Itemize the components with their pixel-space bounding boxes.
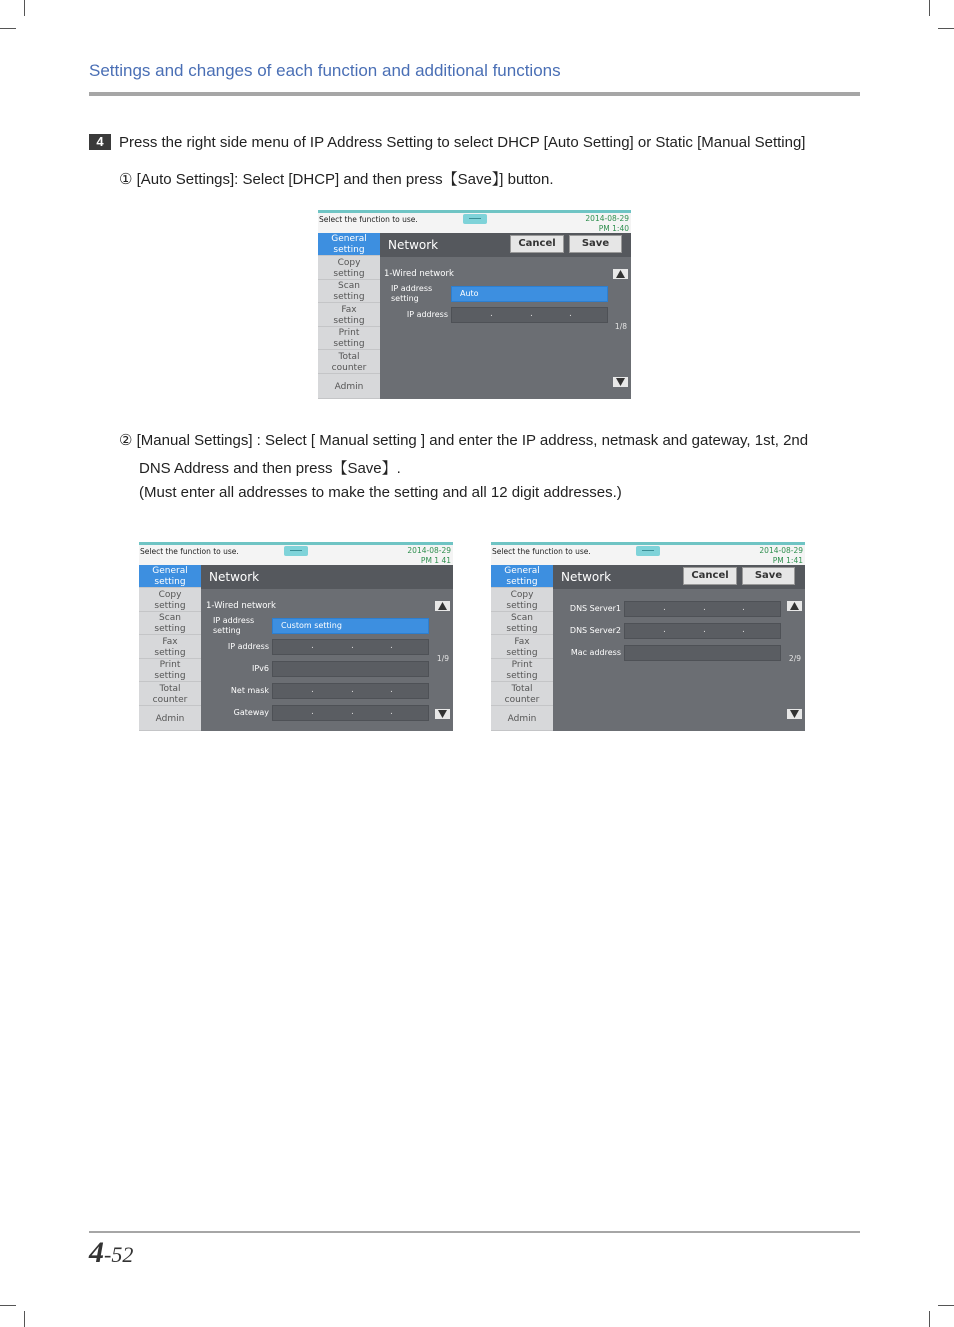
ip-address-label: IP address <box>406 310 448 319</box>
screen-auto <box>318 210 631 399</box>
page-separator: - <box>104 1242 112 1267</box>
crop-mark <box>938 1305 954 1306</box>
datetime <box>407 546 451 566</box>
screen-header <box>553 565 805 589</box>
menu-total-counter[interactable]: Total counter <box>491 683 553 706</box>
menu-copy-setting[interactable]: Copy setting <box>139 589 201 612</box>
scroll-down-button[interactable] <box>435 709 450 719</box>
crop-mark <box>24 1311 25 1327</box>
scroll-down-button[interactable] <box>613 377 628 387</box>
crop-mark <box>929 1311 930 1327</box>
page-indicator: 2/9 <box>788 654 801 663</box>
ip-setting-select[interactable]: Custom setting <box>272 618 429 634</box>
menu-admin[interactable]: Admin <box>491 707 553 731</box>
time-text: PM 1:40 <box>598 224 629 233</box>
dns-server1-field[interactable]: . . . <box>624 601 781 617</box>
menu-fax-setting[interactable]: Fax setting <box>318 304 380 327</box>
manual-instruction-line1: ② [Manual Settings] : Select [ Manual setting ] and enter the IP address, netmask and gateway, 1st, 2nd <box>119 432 809 449</box>
menu-total-counter[interactable]: Total counter <box>139 683 201 706</box>
crop-mark <box>24 0 25 16</box>
down-arrow-icon <box>790 710 799 718</box>
menu-print-setting[interactable]: Print setting <box>318 327 380 350</box>
ip-address-field[interactable]: . . . <box>451 307 608 323</box>
mac-address-field <box>624 645 781 661</box>
prompt-text: Select the function to use. <box>319 215 418 224</box>
page-chapter: 4 <box>89 1236 104 1269</box>
status-bar <box>139 542 453 565</box>
save-button[interactable]: Save <box>569 235 622 253</box>
ipv6-field[interactable] <box>272 661 429 677</box>
cancel-button[interactable]: Cancel <box>510 235 564 253</box>
crop-mark <box>938 28 954 29</box>
scroll-down-button[interactable] <box>787 709 802 719</box>
network-title: Network <box>388 238 439 252</box>
menu-scan-setting[interactable]: Scan setting <box>318 280 380 303</box>
drawer-handle-icon[interactable] <box>636 546 660 556</box>
drawer-handle-icon[interactable] <box>284 546 308 556</box>
date-text: 2014-08-29 <box>407 546 451 555</box>
prompt-text: Select the function to use. <box>492 547 591 556</box>
date-text: 2014-08-29 <box>585 214 629 223</box>
screen-header <box>201 565 453 589</box>
menu-copy-setting[interactable]: Copy setting <box>318 257 380 280</box>
section-wired-network: 1-Wired network <box>206 601 276 611</box>
network-title: Network <box>209 570 260 584</box>
ipv6-label: IPv6 <box>251 664 269 673</box>
ip-setting-label: IP address setting <box>213 616 255 635</box>
date-text: 2014-08-29 <box>759 546 803 555</box>
ip-address-label: IP address <box>227 642 269 651</box>
ip-setting-select[interactable]: Auto <box>451 286 608 302</box>
menu-fax-setting[interactable]: Fax setting <box>139 636 201 659</box>
drawer-handle-icon[interactable] <box>463 214 487 224</box>
menu-scan-setting[interactable]: Scan setting <box>491 612 553 635</box>
page-indicator: 1/9 <box>436 654 449 663</box>
network-title: Network <box>561 570 612 584</box>
dns-server2-field[interactable]: . . . <box>624 623 781 639</box>
scroll-up-button[interactable] <box>787 601 802 611</box>
screen-manual <box>139 542 453 731</box>
datetime <box>585 214 629 234</box>
save-button[interactable]: Save <box>742 567 795 585</box>
side-menu <box>139 565 201 731</box>
menu-fax-setting[interactable]: Fax setting <box>491 636 553 659</box>
page-indicator: 1/8 <box>614 322 627 331</box>
page-num: 52 <box>111 1242 134 1267</box>
gateway-field[interactable]: . . . <box>272 705 429 721</box>
time-text: PM 1:41 <box>772 556 803 565</box>
menu-print-setting[interactable]: Print setting <box>139 659 201 682</box>
auto-instruction: ① [Auto Settings]: Select [DHCP] and then press【Save】] button. <box>119 171 554 188</box>
time-text: PM 1 41 <box>420 556 451 565</box>
scroll-up-button[interactable] <box>613 269 628 279</box>
up-arrow-icon <box>438 602 447 610</box>
menu-copy-setting[interactable]: Copy setting <box>491 589 553 612</box>
down-arrow-icon <box>438 710 447 718</box>
manual-instruction-line3: (Must enter all addresses to make the setting and all 12 digit addresses.) <box>139 484 622 501</box>
status-bar <box>318 210 631 233</box>
mac-address-label: Mac address <box>570 648 621 657</box>
side-menu <box>491 565 553 731</box>
section-wired-network: 1-Wired network <box>384 269 454 279</box>
cancel-button[interactable]: Cancel <box>683 567 737 585</box>
manual-instruction-line2: DNS Address and then press【Save】. <box>139 460 401 477</box>
down-arrow-icon <box>616 378 625 386</box>
menu-print-setting[interactable]: Print setting <box>491 659 553 682</box>
crop-mark <box>0 28 16 29</box>
net-mask-field[interactable]: . . . <box>272 683 429 699</box>
prompt-text: Select the function to use. <box>140 547 239 556</box>
menu-general-setting[interactable]: General setting <box>318 233 380 256</box>
menu-admin[interactable]: Admin <box>139 707 201 731</box>
screen-header <box>380 233 631 257</box>
crop-mark <box>929 0 930 16</box>
side-menu <box>318 233 380 399</box>
step-text: Press the right side menu of IP Address Setting to select DHCP [Auto Setting] or Static [Manual Setting] <box>119 134 806 151</box>
gateway-label: Gateway <box>233 708 269 717</box>
up-arrow-icon <box>616 270 625 278</box>
datetime <box>759 546 803 566</box>
header-title: Settings and changes of each function and additional functions <box>89 61 561 80</box>
page-number <box>89 1236 133 1270</box>
menu-scan-setting[interactable]: Scan setting <box>139 612 201 635</box>
up-arrow-icon <box>790 602 799 610</box>
dns-server1-label: DNS Server1 <box>569 604 621 613</box>
header-rule <box>89 92 860 96</box>
net-mask-label: Net mask <box>230 686 269 695</box>
status-bar <box>491 542 805 565</box>
menu-admin[interactable]: Admin <box>318 375 380 399</box>
scroll-up-button[interactable] <box>435 601 450 611</box>
footer-rule <box>89 1231 860 1233</box>
ip-setting-label: IP address setting <box>391 284 433 303</box>
screen-dns <box>491 542 805 731</box>
menu-total-counter[interactable]: Total counter <box>318 351 380 374</box>
step-number-badge: 4 <box>89 134 111 150</box>
crop-mark <box>0 1305 16 1306</box>
dns-server2-label: DNS Server2 <box>569 626 621 635</box>
menu-general-setting[interactable]: General setting <box>491 565 553 588</box>
menu-general-setting[interactable]: General setting <box>139 565 201 588</box>
ip-address-field[interactable]: . . . <box>272 639 429 655</box>
